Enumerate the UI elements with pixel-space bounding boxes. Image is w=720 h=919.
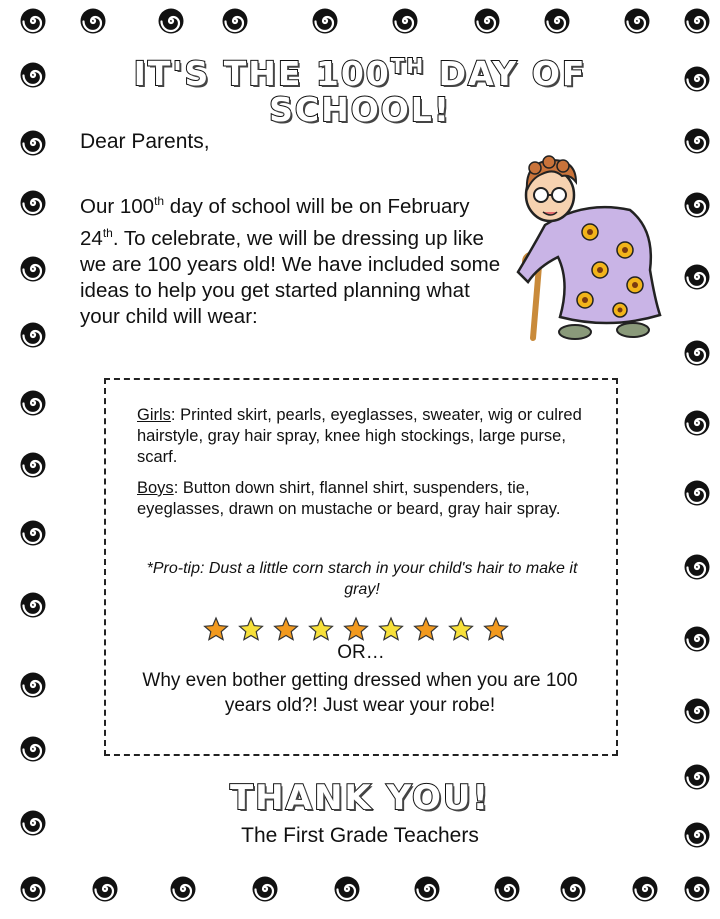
star-icon bbox=[485, 618, 508, 640]
swirl-icon bbox=[684, 764, 710, 790]
swirl-icon bbox=[20, 592, 46, 618]
girls-ideas: Girls: Printed skirt, pearls, eyeglasses, sweater, wig or culred hairstyle, gray hair spray, knee high stockings, large purse, scarf. bbox=[137, 406, 582, 466]
swirl-icon bbox=[560, 876, 586, 902]
swirl-icon bbox=[312, 8, 338, 34]
swirl-icon bbox=[632, 876, 658, 902]
swirl-icon bbox=[684, 822, 710, 848]
greeting: Dear Parents, bbox=[80, 130, 210, 153]
swirl-icon bbox=[624, 8, 650, 34]
or-text: OR… bbox=[337, 642, 385, 663]
star-divider bbox=[200, 615, 510, 643]
swirl-icon bbox=[474, 8, 500, 34]
swirl-icon bbox=[20, 322, 46, 348]
robe-text: Why even bother getting dressed when you are 100 years old?! Just wear your robe! bbox=[142, 670, 578, 716]
thank-you-heading: THANK YOU! bbox=[229, 778, 491, 818]
swirl-icon bbox=[684, 264, 710, 290]
star-icon bbox=[205, 618, 228, 640]
page-title: IT'S THE 100TH DAY OF SCHOOL! bbox=[133, 54, 587, 129]
intro-paragraph: Our 100th day of school will be on February 24th. To celebrate, we will be dressing up like we are 100 years old! We have included some ideas to help you get started planning what your child will wear: bbox=[80, 194, 501, 328]
swirl-icon bbox=[170, 876, 196, 902]
swirl-icon bbox=[334, 876, 360, 902]
swirl-icon bbox=[20, 62, 46, 88]
swirl-icon bbox=[392, 8, 418, 34]
swirl-icon bbox=[684, 192, 710, 218]
swirl-icon bbox=[684, 66, 710, 92]
swirl-icon bbox=[414, 876, 440, 902]
swirl-icon bbox=[684, 698, 710, 724]
star-icon bbox=[450, 618, 473, 640]
swirl-icon bbox=[684, 128, 710, 154]
swirl-icon bbox=[252, 876, 278, 902]
swirl-icon bbox=[20, 736, 46, 762]
signature: The First Grade Teachers bbox=[241, 824, 479, 847]
swirl-icon bbox=[20, 672, 46, 698]
swirl-icon bbox=[20, 520, 46, 546]
grandma-illustration bbox=[505, 150, 665, 345]
swirl-icon bbox=[20, 256, 46, 282]
swirl-icon bbox=[684, 480, 710, 506]
star-icon bbox=[380, 618, 403, 640]
swirl-icon bbox=[92, 876, 118, 902]
swirl-icon bbox=[20, 8, 46, 34]
swirl-icon bbox=[684, 554, 710, 580]
swirl-icon bbox=[158, 8, 184, 34]
swirl-icon bbox=[684, 340, 710, 366]
swirl-icon bbox=[20, 876, 46, 902]
swirl-icon bbox=[544, 8, 570, 34]
swirl-icon bbox=[80, 8, 106, 34]
swirl-icon bbox=[684, 626, 710, 652]
swirl-icon bbox=[20, 452, 46, 478]
swirl-icon bbox=[684, 410, 710, 436]
star-icon bbox=[310, 618, 333, 640]
swirl-icon bbox=[20, 810, 46, 836]
star-icon bbox=[345, 618, 368, 640]
swirl-icon bbox=[20, 190, 46, 216]
star-icon bbox=[415, 618, 438, 640]
swirl-icon bbox=[494, 876, 520, 902]
star-icon bbox=[240, 618, 263, 640]
swirl-icon bbox=[20, 390, 46, 416]
swirl-icon bbox=[20, 130, 46, 156]
star-icon bbox=[275, 618, 298, 640]
swirl-icon bbox=[222, 8, 248, 34]
swirl-icon bbox=[684, 876, 710, 902]
costume-ideas bbox=[137, 405, 587, 530]
boys-ideas: Boys: Button down shirt, flannel shirt, suspenders, tie, eyeglasses, drawn on mustache or beard, gray hair spray. bbox=[137, 479, 561, 518]
swirl-icon bbox=[684, 8, 710, 34]
pro-tip: *Pro-tip: Dust a little corn starch in your child's hair to make it gray! bbox=[146, 560, 578, 598]
